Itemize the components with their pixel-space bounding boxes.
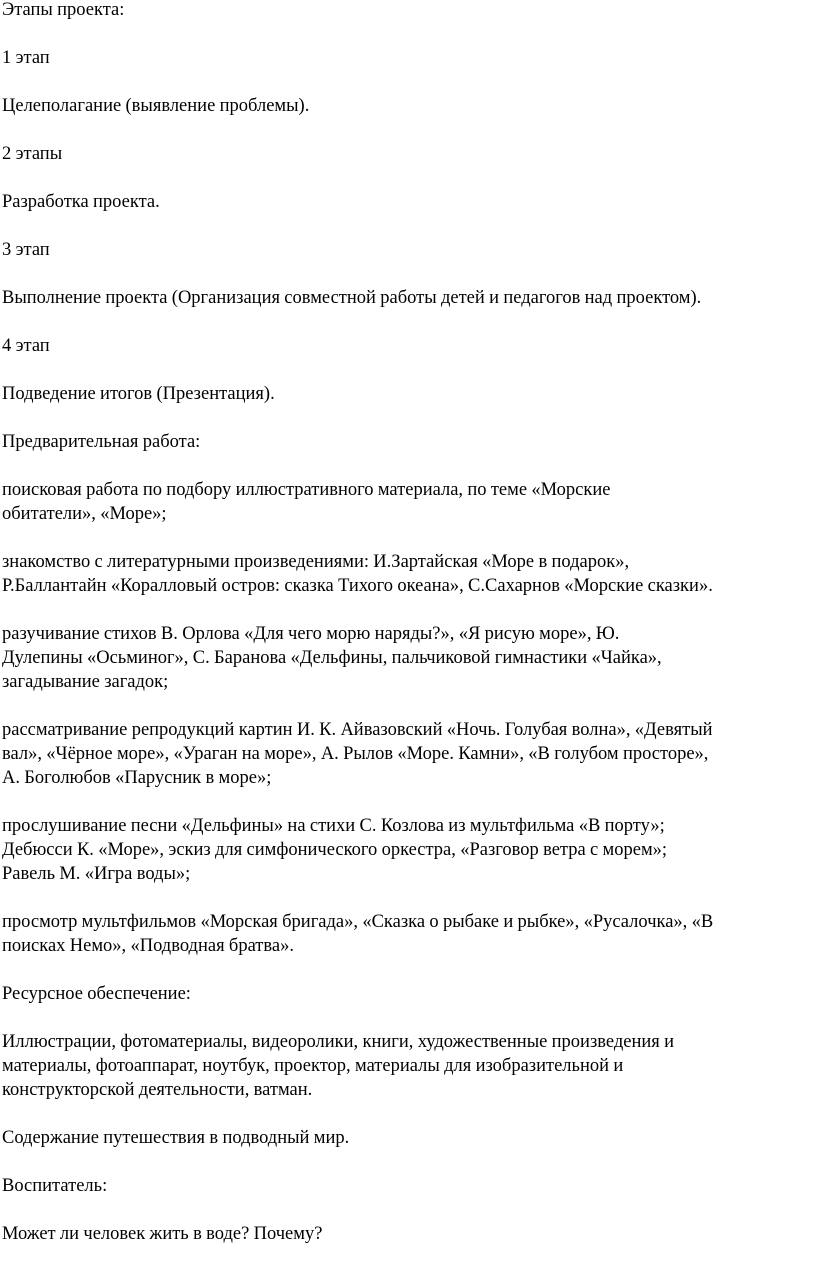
text-line: Предварительная работа:: [2, 432, 201, 452]
paragraph-cartoons: [2, 910, 814, 958]
text-line: материалы, фотоаппарат, ноутбук, проектор, материалы для изобразительной и: [2, 1056, 624, 1076]
text-line: 4 этап: [2, 336, 50, 356]
text-line: знакомство с литературными произведениями: И.Зартайская «Море в подарок»,: [2, 552, 630, 572]
text-line: просмотр мультфильмов «Морская бригада», «Сказка о рыбаке и рыбке», «Русалочка», «В: [2, 912, 714, 932]
paragraph-poems: [2, 622, 814, 694]
text-line: Равель М. «Игра воды»;: [2, 864, 191, 884]
text-line: Р.Баллантайн «Коралловый остров: сказка Тихого океана», С.Сахарнов «Морские сказки».: [2, 576, 713, 596]
document-body: [2, 0, 814, 1270]
heading-preliminary-work: [2, 430, 814, 454]
stage-2-label: [2, 142, 814, 166]
paragraph-literature: [2, 550, 814, 598]
text-line: конструкторской деятельности, ватман.: [2, 1080, 313, 1100]
paragraph-music: [2, 814, 814, 886]
text-line: поисковая работа по подбору иллюстративного материала, по теме «Морские: [2, 480, 611, 500]
text-line: вал», «Чёрное море», «Ураган на море», А. Рылов «Море. Камни», «В голубом просторе»,: [2, 744, 709, 764]
stage-4-label: [2, 334, 814, 358]
text-line: Иллюстрации, фотоматериалы, видеоролики, книги, художественные произведения и: [2, 1032, 675, 1052]
text-line: Дулепины «Осьминог», С. Баранова «Дельфины, пальчиковой гимнастики «Чайка»,: [2, 648, 662, 668]
text-line: Разработка проекта.: [2, 192, 160, 212]
text-line: Подведение итогов (Презентация).: [2, 384, 275, 404]
paragraph-search-work: [2, 478, 814, 526]
heading-journey-content: [2, 1126, 814, 1150]
text-line: разучивание стихов В. Орлова «Для чего морю наряды?», «Я рисую море», Ю.: [2, 624, 620, 644]
stage-1-text: [2, 94, 814, 118]
text-line: обитатели», «Море»;: [2, 504, 167, 524]
heading-stages: [2, 0, 814, 22]
text-line: поисках Немо», «Подводная братва».: [2, 936, 294, 956]
stage-3-label: [2, 238, 814, 262]
text-line: Этапы проекта:: [2, 0, 125, 20]
stage-4-text: [2, 382, 814, 406]
text-line: Воспитатель:: [2, 1176, 108, 1196]
text-line: рассматривание репродукций картин И. К. Айвазовский «Ночь. Голубая волна», «Девятый: [2, 720, 713, 740]
stage-2-text: [2, 190, 814, 214]
text-line: 1 этап: [2, 48, 50, 68]
text-line: прослушивание песни «Дельфины» на стихи С. Козлова из мультфильма «В порту»;: [2, 816, 665, 836]
text-line: А. Боголюбов «Парусник в море»;: [2, 768, 272, 788]
heading-resources: [2, 982, 814, 1006]
stage-1-label: [2, 46, 814, 70]
text-line: Может ли человек жить в воде? Почему?: [2, 1224, 323, 1244]
paragraph-resources: [2, 1030, 814, 1102]
text-line: Содержание путешествия в подводный мир.: [2, 1128, 350, 1148]
paragraph-paintings: [2, 718, 814, 790]
text-line: 2 этапы: [2, 144, 63, 164]
text-line: Целеполагание (выявление проблемы).: [2, 96, 310, 116]
stage-3-text: [2, 286, 814, 310]
text-line: 3 этап: [2, 240, 50, 260]
text-line: загадывание загадок;: [2, 672, 169, 692]
text-line: Дебюсси К. «Море», эскиз для симфонического оркестра, «Разговор ветра с морем»;: [2, 840, 668, 860]
text-line: Ресурсное обеспечение:: [2, 984, 191, 1004]
paragraph-question: [2, 1222, 814, 1246]
heading-teacher: [2, 1174, 814, 1198]
text-line: Выполнение проекта (Организация совместной работы детей и педагогов над проектом).: [2, 288, 702, 308]
